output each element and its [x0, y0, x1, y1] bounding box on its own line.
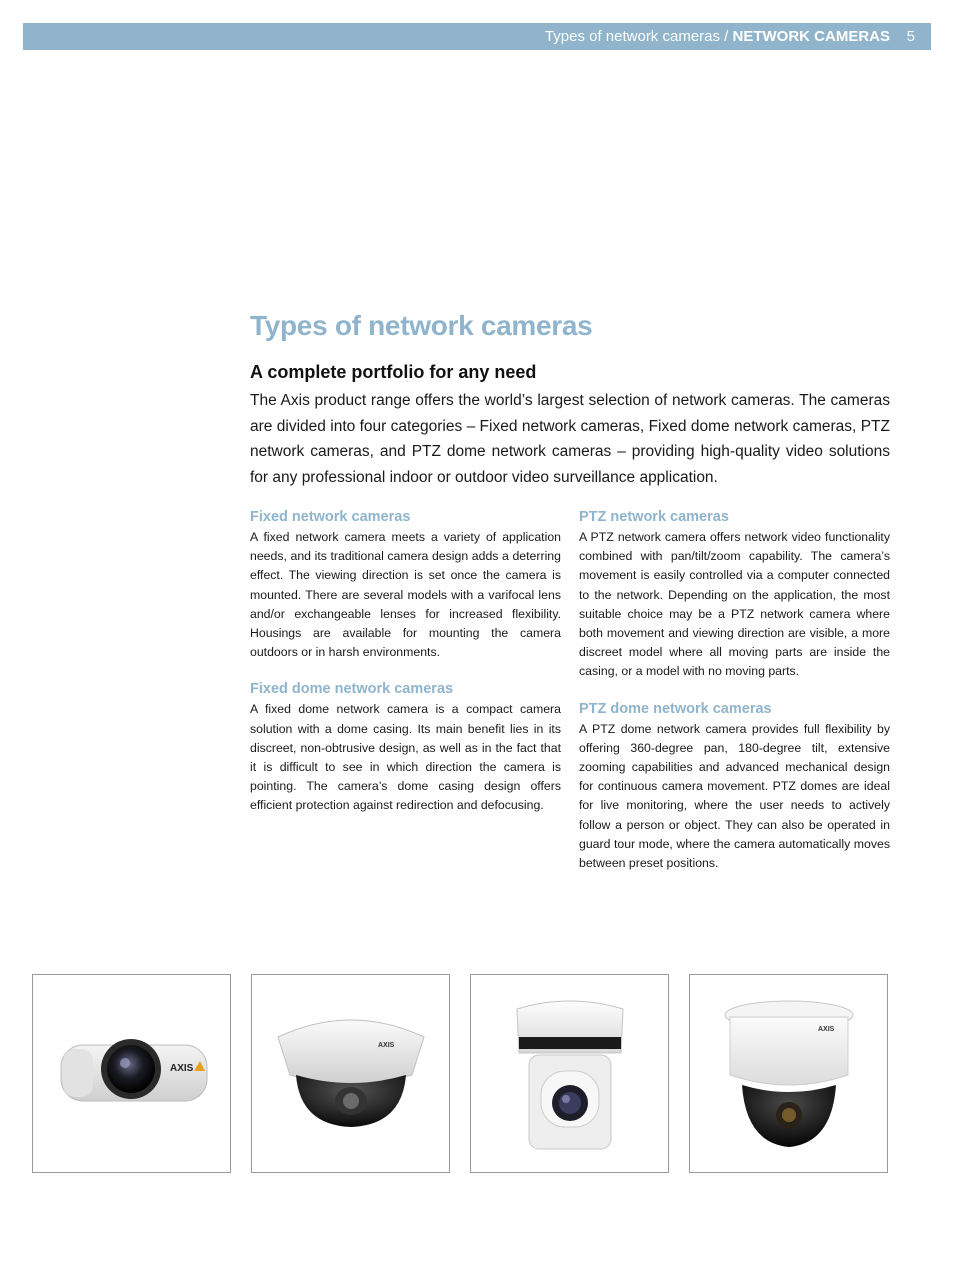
section-heading: PTZ network cameras — [579, 509, 729, 525]
intro-paragraph: The Axis product range offers the world’s largest selection of network cameras. The cameras are divided into four categories – Fixed network cameras, Fixed dome network cameras, PTZ network cameras, and PTZ dome network cameras – providing high-quality video solutions for any professional indoor or outdoor video surveillance application. — [250, 392, 890, 486]
header-chapter: NETWORK CAMERAS — [732, 28, 890, 45]
svg-text:AXIS: AXIS — [378, 1042, 395, 1049]
section-body: A fixed dome network camera is a compact camera solution with a dome casing. Its main benefit lies in its discreet, non-obtrusive design, as well as in the fact that it is difficult to see in which direction the camera is pointing. The camera’s dome casing design offers efficient protection against redirection and defocusing. — [250, 702, 561, 813]
fixed-camera-photo — [32, 974, 231, 1173]
ptz-dome-camera-photo — [689, 974, 888, 1173]
running-header — [545, 28, 890, 45]
fixed-camera-icon — [33, 975, 232, 1174]
header-section: Types of network cameras / — [544, 28, 729, 45]
page-number: 5 — [906, 28, 915, 45]
section-heading: Fixed dome network cameras — [250, 681, 454, 698]
ptz-camera-photo — [470, 974, 669, 1173]
section-body: A PTZ dome network camera provides full flexibility by offering 360-degree pan, 180-degree tilt, extensive zooming capabilities and advanced mechanical design for continuous camera movement. PTZ domes are ideal for live monitoring, where the user needs to actively follow a person or object. They can also be operated in guard tour mode, where the camera automatically moves between preset positions. — [579, 721, 890, 871]
page-title: Types of network cameras — [250, 310, 593, 341]
brand-logo-text: AXIS — [170, 1063, 194, 1074]
ptz-camera-icon — [471, 975, 670, 1174]
svg-text:AXIS: AXIS — [818, 1026, 835, 1033]
section-body: A fixed network camera meets a variety of application needs, and its traditional camera design adds a deterring effect. The viewing direction is set once the camera is mounted. There are several models with a varifocal lens and/or exchangeable lenses for increased flexibility. Housings are available for mounting the camera outdoors or in harsh environments. — [250, 530, 561, 660]
fixed-dome-camera-photo — [251, 974, 450, 1173]
fixed-dome-camera-icon — [252, 975, 451, 1174]
page-subtitle: A complete portfolio for any need — [250, 362, 537, 382]
left-column — [250, 507, 561, 833]
section-body: A PTZ network camera offers network video functionality combined with pan/tilt/zoom capability. The camera’s movement is easily controlled via a computer connected to the network. Depending on the application, the most suitable choice may be a PTZ network camera where both movement and viewing direction are visible, a more discreet model where all moving parts are inside the casing, or a model with no moving parts. — [579, 530, 890, 679]
section-heading: PTZ dome network cameras — [579, 700, 772, 717]
ptz-dome-camera-icon — [690, 975, 889, 1174]
right-column — [579, 507, 890, 890]
header-bar — [23, 23, 931, 50]
section-heading: Fixed network cameras — [250, 509, 411, 525]
